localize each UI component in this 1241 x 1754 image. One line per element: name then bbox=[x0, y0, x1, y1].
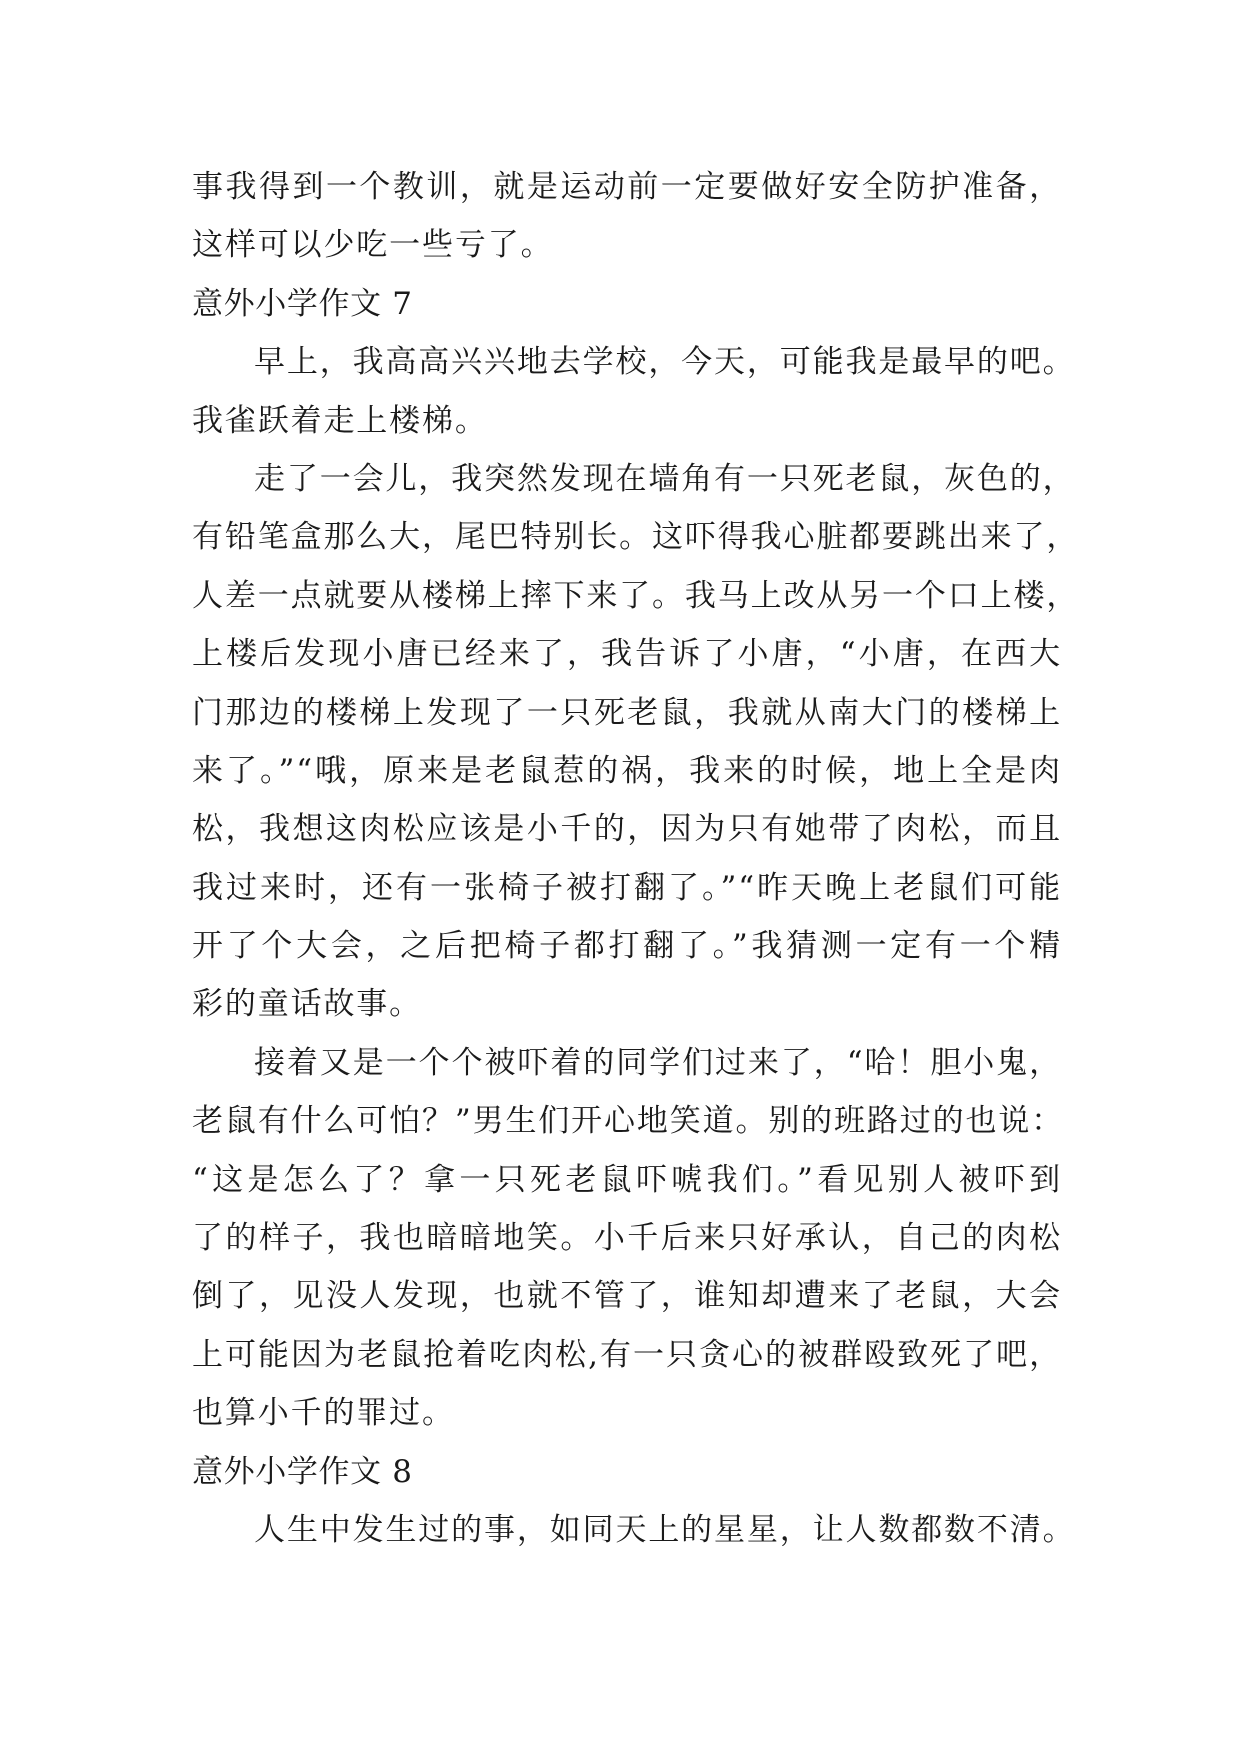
text-line: 老鼠有什么可怕？”男生们开心地笑道。别的班路过的也说： bbox=[192, 1103, 1065, 1140]
document-page bbox=[192, 158, 1080, 1559]
text-line: 走了一会儿，我突然发现在墙角有一只死老鼠，灰色的， bbox=[254, 460, 1076, 497]
text-line: 了的样子，我也暗暗地笑。小千后来只好承认，自己的肉松 bbox=[192, 1220, 1062, 1257]
text-line: 上可能因为老鼠抢着吃肉松,有一只贪心的被群殴致死了吧， bbox=[192, 1336, 1062, 1373]
text-line: 事我得到一个教训，就是运动前一定要做好安全防护准备， bbox=[192, 169, 1062, 205]
text-line: 上楼后发现小唐已经来了，我告诉了小唐，“小唐，在西大 bbox=[192, 636, 1062, 673]
text-line: 来了。”“哦，原来是老鼠惹的祸，我来的时候，地上全是肉 bbox=[192, 752, 1062, 789]
paragraph bbox=[192, 333, 1076, 450]
text-line: 也算小千的罪过。 bbox=[192, 1395, 455, 1432]
text-line: 我雀跃着走上楼梯。 bbox=[192, 402, 488, 439]
title-text: 意外小学作文 8 bbox=[192, 1453, 413, 1490]
text-line: 倒了，见没人发现，也就不管了，谁知却遭来了老鼠，大会 bbox=[192, 1278, 1062, 1315]
text-line: 开了个大会，之后把椅子都打翻了。”我猜测一定有一个精 bbox=[192, 928, 1062, 965]
essay-title bbox=[192, 275, 1062, 333]
text-line: 接着又是一个个被吓着的同学们过来了，“哈！胆小鬼， bbox=[254, 1044, 1062, 1081]
paragraph bbox=[192, 1034, 1065, 1443]
essay-title bbox=[192, 1443, 1062, 1501]
paragraph bbox=[192, 158, 1062, 275]
text-line: 早上，我高高兴兴地去学校，今天，可能我是最早的吧。 bbox=[254, 344, 1076, 381]
text-line: 这样可以少吃一些亏了。 bbox=[192, 227, 554, 264]
text-line: “这是怎么了？拿一只死老鼠吓唬我们。”看见别人被吓到 bbox=[192, 1161, 1062, 1198]
text-line: 人差一点就要从楼梯上摔下来了。我马上改从另一个口上楼， bbox=[192, 577, 1080, 614]
text-line: 人生中发生过的事，如同天上的星星，让人数都数不清。 bbox=[254, 1511, 1076, 1548]
text-line: 门那边的楼梯上发现了一只死老鼠，我就从南大门的楼梯上 bbox=[192, 694, 1062, 731]
text-line: 松，我想这肉松应该是小千的，因为只有她带了肉松，而且 bbox=[192, 811, 1062, 848]
paragraph bbox=[192, 450, 1080, 1034]
paragraph bbox=[192, 1501, 1076, 1559]
title-text: 意外小学作文 7 bbox=[192, 285, 413, 322]
text-line: 我过来时，还有一张椅子被打翻了。”“昨天晚上老鼠们可能 bbox=[192, 869, 1062, 906]
text-line: 彩的童话故事。 bbox=[192, 986, 423, 1023]
text-line: 有铅笔盒那么大，尾巴特别长。这吓得我心脏都要跳出来了， bbox=[192, 519, 1080, 556]
